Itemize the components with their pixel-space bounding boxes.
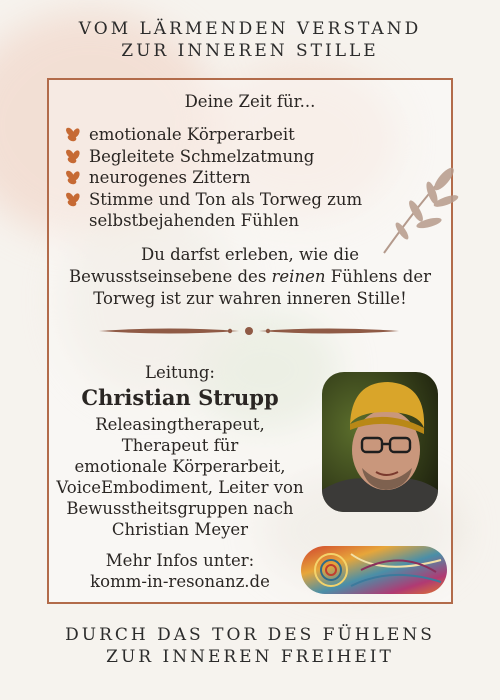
content-card bbox=[47, 78, 453, 604]
leaf-bullet-icon bbox=[63, 127, 83, 143]
header-line-1: VOM LÄRMENDEN VERSTAND bbox=[78, 19, 422, 39]
statement-line-2: Bewusstseinsebene des reinen Fühlens der bbox=[68, 267, 432, 286]
list-item-label: neurogenes Zittern bbox=[89, 168, 251, 187]
lead-description: Releasingtherapeut, Therapeut für emotionale Körperarbeit, VoiceEmbodiment, Leiter von Bewusstheitsgruppen nach Christian Meyer bbox=[56, 415, 304, 539]
list-item bbox=[63, 167, 362, 189]
header-line-2: ZUR INNEREN STILLE bbox=[121, 41, 379, 61]
more-info-label: Mehr Infos unter: bbox=[105, 551, 255, 570]
list-item-label: emotionale Körperarbeit bbox=[89, 125, 295, 144]
website-link[interactable]: komm-in-resonanz.de bbox=[90, 572, 270, 591]
lead-name: Christian Strupp bbox=[81, 385, 279, 410]
intro-text: Deine Zeit für... bbox=[184, 92, 316, 111]
list-item-label: Stimme und Ton als Torweg zum bbox=[89, 189, 363, 209]
footer-line-1: DURCH DAS TOR DES FÜHLENS bbox=[65, 625, 435, 645]
statement-line-3: Torweg ist zur wahren inneren Stille! bbox=[93, 289, 407, 308]
footer-title bbox=[0, 624, 500, 668]
list-item-label-continued: selbstbejahenden Fühlen bbox=[89, 211, 300, 230]
header-title bbox=[0, 18, 500, 62]
list-item-label: Begleitete Schmelzatmung bbox=[89, 146, 315, 166]
statement-line-1: Du darfst erleben, wie die bbox=[141, 245, 359, 264]
ornament-divider bbox=[99, 324, 399, 338]
list-item bbox=[63, 189, 362, 232]
footer-line-2: ZUR INNEREN FREIHEIT bbox=[106, 647, 394, 667]
list-item bbox=[63, 124, 362, 146]
lead-label: Leitung: bbox=[144, 363, 215, 382]
emphasis-word: reinen bbox=[271, 267, 326, 286]
list-item bbox=[63, 146, 362, 168]
leaf-bullet-icon bbox=[63, 170, 83, 186]
branch-decoration-icon bbox=[374, 165, 464, 255]
leaf-bullet-icon bbox=[63, 192, 83, 208]
colorful-textile-image bbox=[301, 546, 447, 594]
statement-text bbox=[49, 244, 451, 310]
leaf-bullet-icon bbox=[63, 149, 83, 165]
offer-list bbox=[63, 124, 362, 232]
portrait-photo bbox=[322, 372, 438, 512]
more-info bbox=[49, 550, 311, 592]
